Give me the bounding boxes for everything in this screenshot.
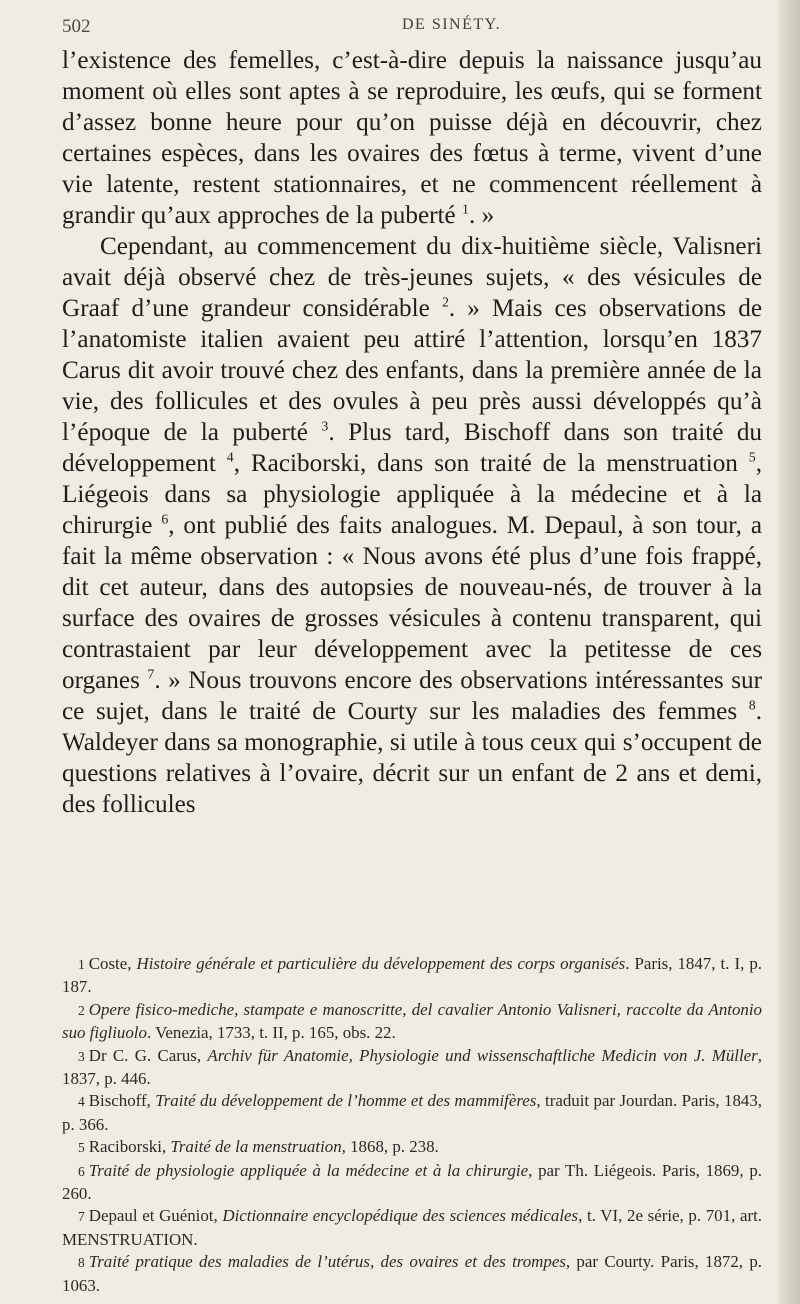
- footnote: 4 Bischoff, Traité du développement de l’homme et des mammifères, traduit par Jourdan. Paris, 1843, p. 366.: [62, 1091, 763, 1134]
- running-head: DE SINÉTY.: [402, 16, 502, 33]
- footnote: 1 Coste, Histoire générale et particulière du développement des corps organisés. Paris, 1847, t. I, p. 187.: [62, 954, 763, 997]
- footnote: 5 Raciborski, Traité de la menstruation, 1868, p. 238.: [78, 1137, 439, 1157]
- page-edge: [778, 0, 800, 1304]
- main-text: [62, 45, 762, 820]
- footnote: 6 Traité de physiologie appliquée à la médecine et à la chirurgie, par Th. Liégeois. Paris, 1869, p. 260.: [62, 1160, 762, 1204]
- footnote: 7 Depaul et Guéniot, Dictionnaire encyclopédique des sciences médicales, t. VI, 2e série, p. 701, art. MENSTRUATION.: [62, 1206, 762, 1249]
- footnote-ref: 1: [462, 201, 469, 217]
- footnote-ref: 2: [441, 294, 449, 310]
- footnote-ref: 3: [321, 418, 329, 434]
- footnote-ref: 8: [748, 697, 756, 713]
- footnote-ref: 5: [748, 449, 756, 465]
- paragraph-1: l’existence des femelles, c’est-à-dire depuis la naissance jusqu’au moment où elles sont aptes à se reproduire, les œufs, qui se forment d’assez bonne heure pour qu’on puisse déjà en découvrir, chez certaines espèces, dans les ovaires des fœtus à terme, vivent d’une vie latente, restent stationnaires, et ne commencent réellement à grandir qu’aux approches de la puberté $^1$. »: [62, 47, 762, 229]
- footnotes: [62, 953, 762, 1297]
- footnote: 2 Opere fisico-mediche, stampate e manoscritte, del cavalier Antonio Valisneri, raccolte da Antonio suo figliuolo. Venezia, 1733, t. II, p. 165, obs. 22.: [62, 999, 762, 1043]
- footnote-ref: 4: [226, 449, 234, 465]
- page-number: 502: [62, 16, 91, 37]
- page-header: [62, 10, 762, 40]
- footnote-ref: 6: [161, 511, 169, 527]
- paragraph-2: Cependant, au commencement du dix-huitième siècle, Valisneri avait déjà observé chez de très-jeunes sujets, « des vésicules de Graaf d’une grandeur considérable $^2$. » Mais ces observations de l’anatomiste italien avaient peu attiré l’attention, lorsqu’en 1837 Carus dit avoir trouvé chez des enfants, dans la première année de la vie, des follicules et des ovules à peu près aussi développés qu’à l’époque de la puberté $^3$. Plus tard, Bischoff dans son traité du développement $^4$, Raciborski, dans son traité de la menstruation $^5$, Liégeois dans sa physiologie appliquée à la médecine et à la chirurgie $^6$, ont publié des faits analogues. M. Depaul, à son tour, a fait la même observation : « Nous avons été plus d’une fois frappé, dit cet auteur, dans des autopsies de nouveau-nés, de trouver à la surface des ovaires de grosses vésicules à contenu transparent, qui contrastaient par leur développement avec la petitesse de ces organes $^7$. » Nous trouvons encore des observations intéressantes sur ce sujet, dans le traité de Courty sur les maladies des femmes $^8$. Waldeyer dans sa monographie, si utile à tous ceux qui s’occupent de questions relatives à l’ovaire, décrit sur un enfant de 2 ans et demi, des follicules: [62, 233, 763, 818]
- footnote: 3 Dr C. G. Carus, Archiv für Anatomie, Physiologie und wissenschaftliche Medicin von J. Müller, 1837, p. 446.: [62, 1045, 762, 1089]
- footnote: 8 Traité pratique des maladies de l’utérus, des ovaires et des trompes, par Courty. Paris, 1872, p. 1063.: [62, 1252, 762, 1295]
- footnote-ref: 7: [147, 666, 155, 682]
